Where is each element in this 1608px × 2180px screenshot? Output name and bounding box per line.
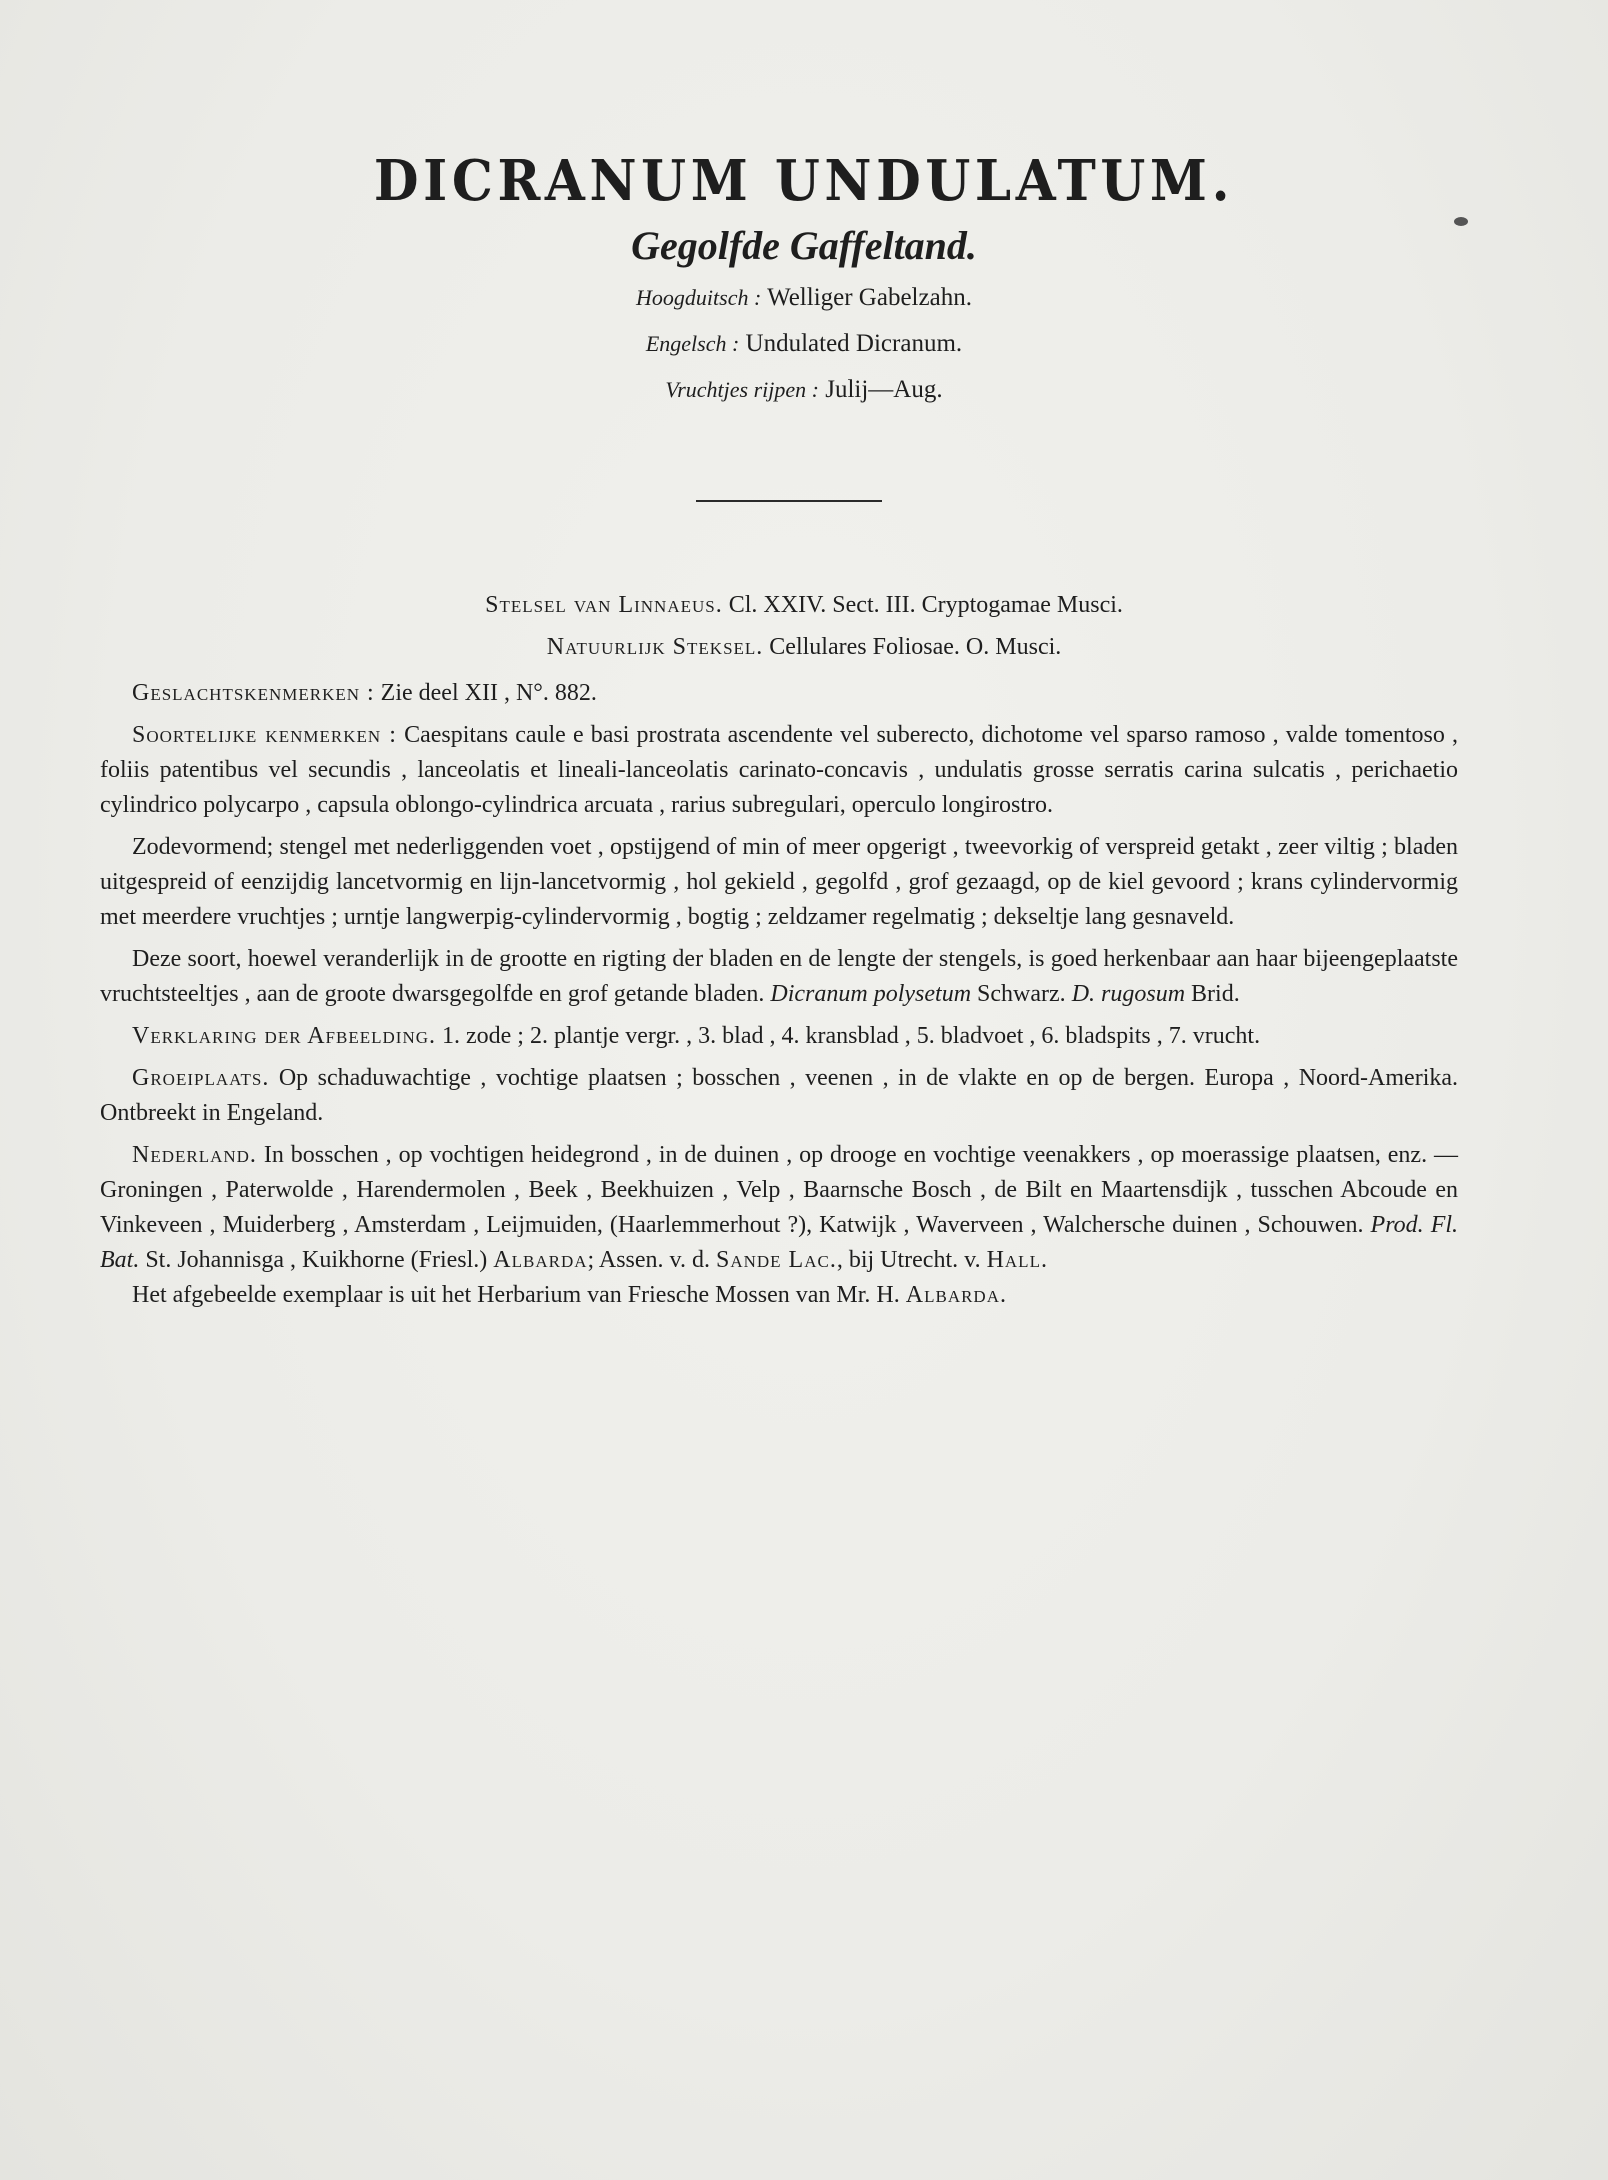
synonym-1: Dicranum polysetum: [770, 981, 972, 1007]
genus-paragraph: [100, 676, 1458, 711]
genus-text: Zie deel XII , N°. 882.: [380, 680, 597, 706]
habitat-text: Op schaduwachtige , vochtige plaatsen ; bosschen , veenen , in de vlakte en op de bergen. Europa , Noord-Amerika. Ontbreekt in Engeland.: [100, 1065, 1459, 1126]
nl-collector-1: Albarda: [493, 1247, 588, 1273]
remark-paragraph: [100, 942, 1458, 1012]
netherlands-paragraph: [100, 1138, 1458, 1278]
divider: [696, 500, 882, 502]
natural-system-line: [0, 634, 1608, 661]
english-label: Engelsch :: [645, 331, 740, 356]
specimen-owner: Albarda.: [905, 1282, 1007, 1308]
synonym-2: D. rugosum: [1071, 981, 1186, 1007]
body-text: [100, 676, 1458, 1320]
species-label: Soortelijke kenmerken :: [132, 722, 397, 748]
nl-collector-3: Hall.: [986, 1247, 1048, 1273]
fruit-months: Julij—Aug.: [825, 376, 943, 403]
fruit-label: Vruchtjes rijpen :: [665, 377, 819, 402]
species-text: Caespitans caule e basi prostrata ascendente vel suberecto, dichotome vel sparso ramoso , valde tomentoso , foliis patentibus vel secundis , lanceolatis et lineali-lanceolatis carinato-concavis , undulatis grosse serratis carina sulcatis , perichaetio cylindrico polycarpo , capsula oblongo-cylindrica arcuata , rarius subregulari, operculo longirostro.: [100, 722, 1458, 818]
nl-text-2: St. Johannisga , Kuikhorne (Friesl.): [145, 1247, 488, 1273]
nl-ref: Prod. Fl. Bat.: [100, 1212, 1459, 1273]
english-name-line: [0, 330, 1608, 358]
linnaeus-text: Cl. XXIV. Sect. III. Cryptogamae Musci.: [728, 592, 1123, 618]
german-label: Hoogduitsch :: [636, 285, 762, 310]
habitat-label: Groeiplaats.: [132, 1065, 270, 1091]
nl-text-3: ; Assen. v. d.: [587, 1247, 710, 1273]
species-paragraph: [100, 718, 1458, 823]
natural-label: Natuurlijk Steksel.: [546, 634, 764, 660]
figure-paragraph: [100, 1019, 1458, 1054]
german-name: Welliger Gabelzahn.: [767, 284, 972, 311]
page-title: DICRANUM UNDULATUM.: [373, 148, 1235, 214]
page-subtitle: Gegolfde Gaffeltand.: [631, 223, 977, 268]
nl-label: Nederland.: [132, 1142, 257, 1168]
figure-label: Verklaring der Afbeelding.: [132, 1023, 436, 1049]
synonym-1-author: Schwarz.: [977, 981, 1066, 1007]
nl-text-4: , bij Utrecht. v.: [836, 1247, 981, 1273]
linnaeus-label: Stelsel van Linnaeus.: [485, 592, 723, 618]
nl-text-1: In bosschen , op vochtigen heidegrond , in de duinen , op drooge en vochtige veenakkers , op moerassige plaatsen, enz. — Groningen , Paterwolde , Harendermolen , Beek , Beekhuizen , Velp , Baarnsche Bosch , de Bilt en Maartensdijk , tusschen Abcoude en Vinkeveen , Muiderberg , Amsterdam , Leijmuiden, (Haarlemmerhout ?), Katwijk , Waverveen , Walchersche duinen , Schouwen.: [100, 1142, 1458, 1238]
specimen-paragraph: [100, 1278, 1458, 1313]
natural-text: Cellulares Foliosae. O. Musci.: [769, 634, 1062, 660]
habitat-paragraph: [100, 1061, 1458, 1131]
german-name-line: [0, 284, 1608, 312]
remark-text: Deze soort, hoewel veranderlijk in de grootte en rigting der bladen en de lengte der stengels, is goed herkenbaar aan haar bijeengeplaatste vruchtsteeltjes , aan de groote dwarsgegolfde en grof getande bladen.: [100, 946, 1458, 1007]
dutch-description-paragraph: Zodevormend; stengel met nederliggenden voet , opstijgend of min of meer opgerigt , tweevorkig of verspreid getakt , zeer viltig ; bladen uitgespreid of eenzijdig lancetvormig en lijn-lancetvormig , hol gekield , gegolfd , grof gezaagd, op de kiel gevoord ; krans cylindervormig met meerdere vruchtjes ; urntje langwerpig-cylindervormig , bogtig ; zeldzamer regelmatig ; dekseltje lang gesnaveld.: [100, 834, 1458, 930]
linnaeus-line: [0, 592, 1608, 619]
synonym-2-author: Brid.: [1191, 981, 1240, 1007]
nl-collector-2: Sande Lac.: [715, 1247, 837, 1273]
figure-text: 1. zode ; 2. plantje vergr. , 3. blad , 4. kransblad , 5. bladvoet , 6. bladspits , 7. vrucht.: [442, 1023, 1261, 1049]
specimen-text: Het afgebeelde exemplaar is uit het Herbarium van Friesche Mossen van Mr. H.: [132, 1282, 900, 1308]
english-name: Undulated Dicranum.: [745, 330, 963, 357]
fruit-line: [0, 376, 1608, 404]
genus-label: Geslachtskenmerken :: [132, 680, 375, 706]
